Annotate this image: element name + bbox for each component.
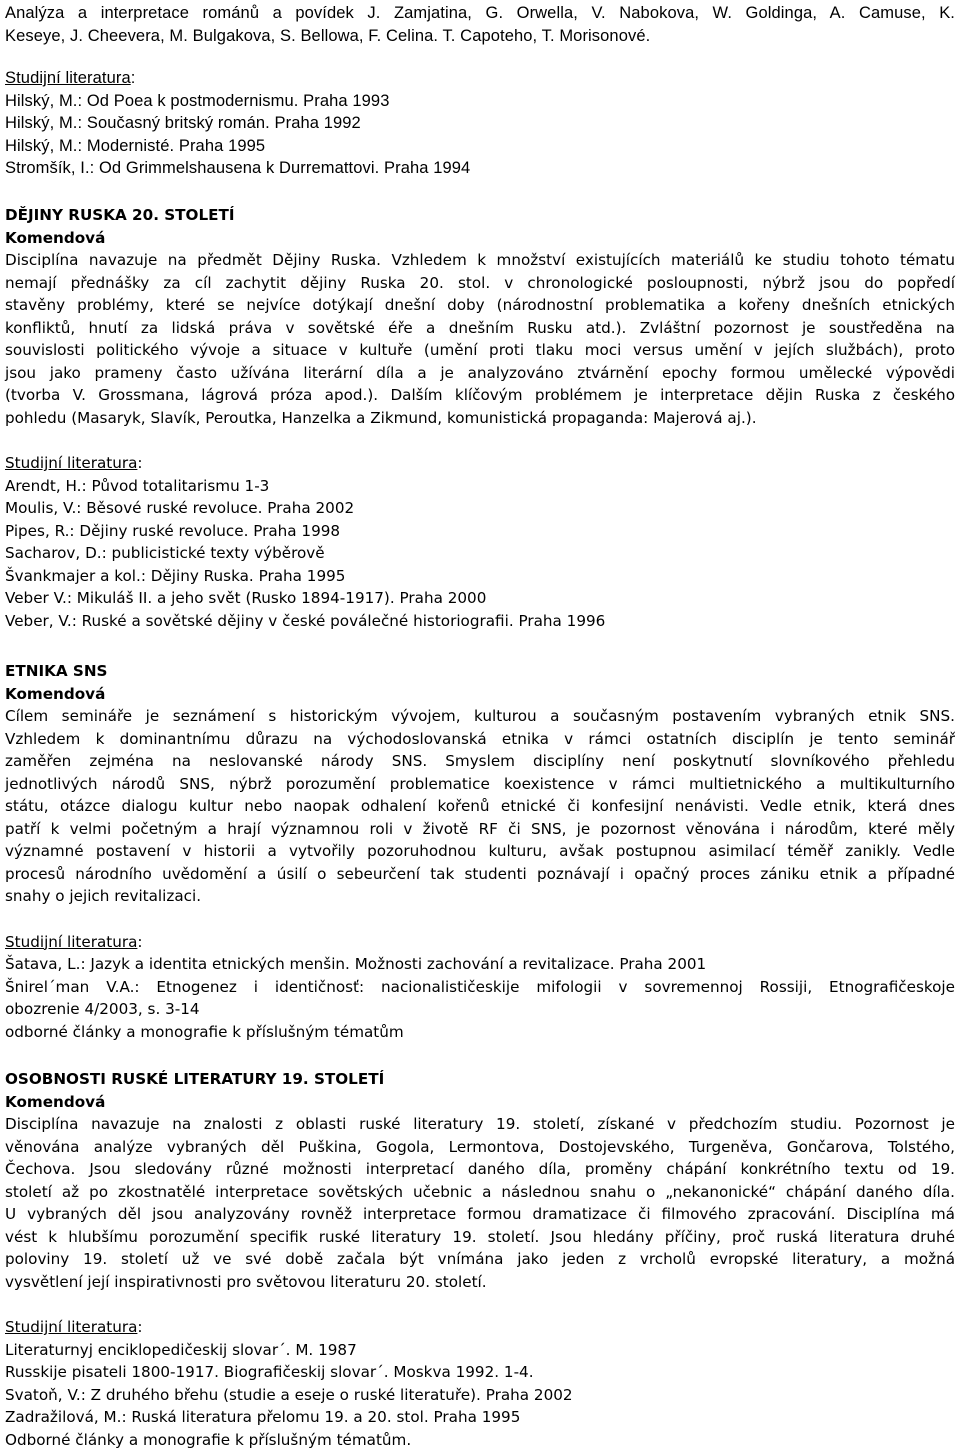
literature-item: Moulis, V.: Běsové ruské revoluce. Praha 2002 [5,499,355,517]
literature-block-1 [5,67,955,180]
literature-heading: Studijní literatura: [5,454,143,472]
literature-item: Hilský, M.: Od Poea k postmodernismu. Praha 1993 [5,91,390,110]
literature-item: Zadražilová, M.: Ruská literatura přelomu 19. a 20. stol. Praha 1995 [5,1408,521,1426]
paragraph-line: století až po zkostnatělé interpretace sovětských učebnic a následnou snahu o „nekanonické“ chápání daného díla. [5,1182,955,1201]
literature-item: Veber V.: Mikuláš II. a jeho svět (Rusko 1894-1917). Praha 2000 [5,589,487,607]
paragraph-line: vést k hlubšímu porozumění specifik ruské literatury 19. století. Jsou hledány příčiny, proč ruská literatura druhé [5,1227,955,1246]
section-title: ETNIKA SNS [5,662,108,680]
paragraph-line: U vybraných děl jsou analyzovány rovněž interpretace formou dramatizace či filmového zpracování. Disciplína má [5,1205,955,1223]
paragraph-line: vysvětlení její inspirativnosti pro světovou literaturu 20. století. [5,1272,487,1291]
paragraph-line: procesů národního uvědomění a úsilí o sebeurčení tak studenti poznávají i opačný proces zániku etnik a případné [5,864,955,883]
intro-line: Analýza a interpretace románů a povídek J. Zamjatina, G. Orwella, V. Nabokova, W. Goldinga, A. Camuse, K. [5,4,955,22]
section-title: DĚJINY RUSKA 20. STOLETÍ [5,206,235,224]
literature-heading: Studijní literatura: [5,932,143,951]
literature-item: Hilský, M.: Modernisté. Praha 1995 [5,136,266,155]
paragraph-line: nemají přednášky za cíl zachytit dějiny Ruska 20. stol. v chronologické posloupnosti, nýbrž jsou do popředí [5,273,955,292]
paragraph-line: (tvorba V. Grossmana, lágrová próza apod.). Dalším klíčovým problémem je interpretace dějin Ruska z českého [5,386,955,404]
paragraph-line: pohledu (Masaryk, Slavík, Peroutka, Hanzelka a Zikmund, komunistická propaganda: Majerová aj.). [5,408,757,427]
literature-item: Russkije pisateli 1800-1917. Biografičeskij slovar´. Moskva 1992. 1-4. [5,1363,534,1381]
literature-item: Veber, V.: Ruské a sovětské dějiny v české poválečné historiografii. Praha 1996 [5,611,606,630]
paragraph-line: významné postavení v historii a vytvořily pozoruhodnou kulturu, avšak postupnou asimilací téměř zanikly. Vedle [5,842,955,860]
paragraph-line: konfliktů, hnutí za lidská práva v sovětské éře a dnešním Rusku atd.). Zvláštní pozornost je soustředěna na [5,318,955,337]
literature-heading: Studijní literatura: [5,1318,143,1336]
literature-item: odborné články a monografie k příslušným tématům [5,1022,404,1041]
literature-item: Švankmajer a kol.: Dějiny Ruska. Praha 1995 [5,566,346,585]
intro-paragraph [5,2,955,47]
paragraph-line: Disciplína navazuje na znalosti z oblasti ruské literatury 19. století, získané v předchozím studiu. Pozornost je [5,1115,955,1133]
literature-item: Pipes, R.: Dějiny ruské revoluce. Praha 1998 [5,521,341,540]
paragraph-line: jednotlivých národů SNS, nýbrž porozumění problematice koexistence v rámci multietnického a multikulturního [5,774,955,793]
paragraph-line: poloviny 19. století už ve své době začala být vnímána jako jeden z vrcholů evropské literatury, a možná [5,1250,955,1268]
section-osobnosti-ruske-literatury [5,1068,955,1451]
literature-item: Literaturnyj enciklopedičeskij slovar´. M. 1987 [5,1340,357,1359]
paragraph-line: Cílem semináře je seznámení s historickým vývojem, kulturou a současným postavením vybraných etnik SNS. [5,707,955,725]
paragraph-line: Čechova. Jsou sledovány různé možnosti interpretací daného díla, proměny chápání konkrétního textu od 19. [5,1160,955,1178]
literature-item: Arendt, H.: Původ totalitarismu 1-3 [5,476,270,495]
paragraph-line: Vzhledem k dominantnímu důrazu na východoslovanská etnika v rámci ostatních disciplín je tento seminář [5,729,955,748]
literature-item: Odborné články a monografie k příslušným tématům. [5,1430,412,1449]
literature-item: Šnirel´man V.A.: Etnogenez i identičnosť: nacionalističeskije mifologii v sovremennoj Rossiji, Etnografičeskoje [5,977,955,996]
intro-line: Keseye, J. Cheevera, M. Bulgakova, S. Bellowa, F. Celina. T. Capoteho, T. Morisonové. [5,26,651,45]
literature-item: Hilský, M.: Současný britský román. Praha 1992 [5,114,361,132]
section-teacher: Komendová [5,684,106,703]
paragraph-line: jsou jako prameny často užívána literární díla a je analyzováno ztvárnění epochy formou umělecké výpovědi [5,363,955,382]
literature-item: Sacharov, D.: publicistické texty výběrově [5,544,325,562]
section-dejiny-ruska [5,204,955,632]
literature-item: Svatoň, V.: Z druhého břehu (studie a eseje o ruské literatuře). Praha 2002 [5,1385,573,1404]
paragraph-line: Disciplína navazuje na předmět Dějiny Ruska. Vzhledem k množství existujících materiálů ke studiu tohoto tématu [5,251,955,269]
literature-item: obozrenie 4/2003, s. 3-14 [5,1000,200,1018]
paragraph-line: souvislosti politického vývoje a situace v kultuře (umění proti tlaku moci versus umění v jejích službách), proto [5,341,955,359]
literature-heading: Studijní literatura: [5,69,136,87]
section-teacher: Komendová [5,1092,106,1111]
section-title: OSOBNOSTI RUSKÉ LITERATURY 19. STOLETÍ [5,1070,385,1088]
literature-item: Šatava, L.: Jazyk a identita etnických menšin. Možnosti zachování a revitalizace. Praha 2001 [5,955,707,973]
section-etnika-sns [5,660,955,1043]
paragraph-line: státu, otázce dialogu kultur nebo naopak odhalení kořenů etnické či konfesijní nenávisti. Vedle etnik, která dnes [5,797,955,815]
literature-item: Stromšík, I.: Od Grimmelshausena k Durremattovi. Praha 1994 [5,159,471,177]
section-teacher: Komendová [5,228,106,247]
paragraph-line: věnována analýze vybraných děl Puškina, Gogola, Lermontova, Dostojevského, Turgeněva, Gončarova, Tolstého, [5,1137,955,1156]
paragraph-line: zaměřen zejména na neslovanské národy SNS. Smyslem disciplíny není poskytnutí slovníkového přehledu [5,752,955,770]
paragraph-line: snahy o jejich revitalizaci. [5,887,202,905]
paragraph-line: stavěny problémy, které se nejvíce dotýkají dnešní doby (národnostní problematika a kořeny dnešních etnických [5,296,955,314]
paragraph-line: patří k velmi početným a hrají významnou roli v životě RF či SNS, je pozornost věnována i národům, které měly [5,819,955,838]
